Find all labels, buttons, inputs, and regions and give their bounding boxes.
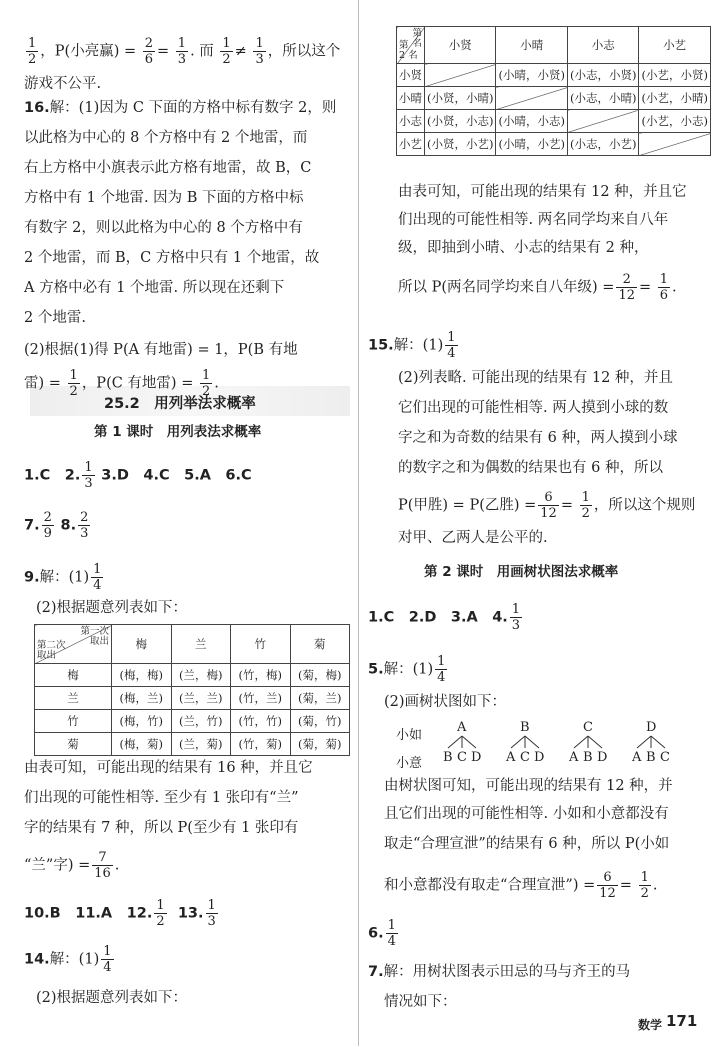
tree-label: 小如 (396, 728, 423, 743)
fraction: $\frac{1}{2}$ (156, 898, 165, 929)
fraction: $\frac{1}{2}$ (69, 368, 78, 399)
fraction: $\frac{2}{9}$ (43, 510, 52, 541)
subject-label: 数学 (638, 1018, 663, 1032)
lesson-title: 第 2 课时 用画树状图法求概率 (424, 564, 619, 580)
table-cell: (小晴，小志) (496, 110, 567, 133)
answer-6: 6. $\frac{1}{4}$ (368, 918, 396, 949)
fraction: $\frac{1}{4}$ (103, 944, 112, 975)
fraction: $\frac{1}{2}$ (581, 490, 590, 521)
section-title: 25.2 用列举法求概率 (104, 396, 256, 412)
table-row (397, 110, 711, 133)
column-header: 梅 (112, 625, 172, 664)
row-header: 竹 (35, 710, 112, 733)
fraction: $\frac{1}{4}$ (447, 330, 456, 361)
fraction: $\frac{1}{3}$ (511, 602, 521, 633)
table-cell: (竹，梅) (231, 664, 291, 687)
question-14: 14.解：(1) $\frac{1}{4}$ (24, 944, 112, 975)
fraction: $\frac{1}{2}$ (640, 870, 649, 901)
question-16: 16.解：(1)因为 C 下面的方格中标有数字 2，则 (24, 100, 337, 116)
text-line: (2)画树状图如下： (384, 694, 507, 710)
tree-node: A (506, 750, 516, 765)
table-plum-orchid (34, 624, 350, 756)
tree-label: 小意 (396, 756, 423, 771)
fraction: $\frac{1}{2}$ (201, 368, 211, 399)
tree-node: A (569, 750, 579, 765)
text-line: 2 个地雷. (24, 310, 86, 326)
text-line: 2 个地雷，而 B，C 方格中只有 1 个地雷，故 (24, 250, 320, 266)
table-row (35, 687, 350, 710)
table-cell: (菊，菊) (290, 733, 350, 756)
table-cell: (小志，小晴) (567, 87, 638, 110)
answers-10-13: 10.B 11.A 12. $\frac{1}{2}$ 13. $\frac{1}{3}$ (24, 898, 216, 929)
tree-node: B (520, 720, 530, 735)
answer-line: $\frac{1}{2}$ ，P(小亮赢) = $\frac{2}{6}$ = $\frac{1}{3}$ . 而 $\frac{1}{2}$ ≠ $\frac{1}{3}$ ，所以这个 (28, 36, 341, 67)
column-header: 小志 (567, 27, 638, 64)
text-line: 有数字 2，则以此格为中心的 8 个方格中有 (24, 220, 303, 236)
column-header: 菊 (290, 625, 350, 664)
table-cell (425, 64, 496, 87)
tree-node: A (632, 750, 642, 765)
text-line: 所以 P(两名同学均来自八年级) = $\frac{2}{12}$ = $\frac{1}{6}$ . (398, 272, 677, 303)
column-divider (358, 0, 359, 1046)
table-row (397, 87, 711, 110)
tree-node: C (457, 750, 467, 765)
fraction: $\frac{2}{12}$ (618, 272, 635, 303)
table-cell: (梅，兰) (112, 687, 172, 710)
table-cell: (梅，菊) (112, 733, 172, 756)
text-line: 雷) = $\frac{1}{2}$ ，P(C 有地雷) = $\frac{1}{2}$ . (24, 368, 219, 399)
tree-node: C (583, 720, 593, 735)
text-line: (2)根据(1)得 P(A 有地雷) = 1，P(B 有地 (24, 342, 298, 358)
tree-node: D (471, 750, 482, 765)
tree-diagram (396, 720, 696, 770)
table-cell: (小贤，小晴) (425, 87, 496, 110)
fraction: $\frac{2}{6}$ (144, 36, 154, 67)
text-line: 级，即抽到小晴、小志的结果有 2 种， (398, 240, 649, 256)
table-cell: (梅，竹) (112, 710, 172, 733)
text-line: (2)根据题意列表如下： (36, 990, 188, 1006)
fraction: $\frac{7}{16}$ (94, 850, 111, 881)
table-cell: (小晴，小贤) (496, 64, 567, 87)
table-corner: 第 名 第 2 名 (397, 27, 425, 64)
page-number: 171 (666, 1012, 698, 1030)
table-cell: (梅，梅) (112, 664, 172, 687)
row-header: 小艺 (397, 133, 425, 156)
fraction: $\frac{1}{3}$ (207, 898, 216, 929)
text-line: 们出现的可能性相等. 至少有 1 张印有“兰” (24, 790, 299, 806)
text-line: 游戏不公平. (24, 76, 102, 92)
tree-node: A (457, 720, 467, 735)
table-cell: (兰，兰) (171, 687, 231, 710)
answers-1-6: 1.C 2. $\frac{1}{3}$ 3.D 4.C 5.A 6.C (24, 460, 252, 491)
question-7: 7.解：用树状图表示田忌的马与齐王的马 (368, 964, 631, 980)
text-line: 它们出现的可能性相等. 两人摸到小球的数 (398, 400, 669, 416)
tree-node: B (583, 750, 593, 765)
row-header: 小晴 (397, 87, 425, 110)
answers-7-8: 7. $\frac{2}{9}$ 8. $\frac{2}{3}$ (24, 510, 89, 541)
table-cell: (竹，兰) (231, 687, 291, 710)
text-line: 以此格为中心的 8 个方格中有 2 个地雷，而 (24, 130, 308, 146)
answers-1-4: 1.C 2.D 3.A 4. $\frac{1}{3}$ (368, 602, 521, 633)
tree-node: D (597, 750, 608, 765)
table-cell: (兰，梅) (171, 664, 231, 687)
fraction: $\frac{1}{4}$ (93, 562, 102, 593)
text-line: “兰”字) = $\frac{7}{16}$ . (24, 850, 120, 881)
text-line: 由树状图可知，可能出现的结果有 12 种，并 (384, 778, 673, 794)
table-cell: (小贤，小志) (425, 110, 496, 133)
table-corner: 第一次 取出 第二次 取出 (35, 625, 112, 664)
column-header: 竹 (231, 625, 291, 664)
table-cell: (菊，竹) (290, 710, 350, 733)
text-line: 的数字之和为偶数的结果也有 6 种，所以 (398, 460, 663, 476)
table-cell (567, 110, 638, 133)
column-header: 小艺 (639, 27, 710, 64)
text-line: 方格中有 1 个地雷. 因为 B 下面的方格中标 (24, 190, 304, 206)
tree-node: B (646, 750, 656, 765)
fraction: $\frac{6}{12}$ (599, 870, 616, 901)
tree-node: C (520, 750, 530, 765)
text-line: (2)根据题意列表如下： (36, 600, 188, 616)
table-cell: (兰，竹) (171, 710, 231, 733)
text-line: A 方格中必有 1 个地雷. 所以现在还剩下 (24, 280, 285, 296)
column-header: 兰 (171, 625, 231, 664)
question-15: 15.解：(1) $\frac{1}{4}$ (368, 330, 456, 361)
row-header: 小贤 (397, 64, 425, 87)
text-line: 取走“合理宣泄”的结果有 6 种，所以 P(小如 (384, 836, 670, 852)
text-line: 右上方格中小旗表示此方格有地雷，故 B，C (24, 160, 312, 176)
table-cell (496, 87, 567, 110)
column-header: 小贤 (425, 27, 496, 64)
table-cell: (小贤，小艺) (425, 133, 496, 156)
row-header: 菊 (35, 733, 112, 756)
text-line: 和小意都没有取走“合理宣泄”) = $\frac{6}{12}$ = $\frac{1}{2}$ . (384, 870, 658, 901)
fraction: $\frac{1}{3}$ (177, 36, 187, 67)
table-cell: (菊，梅) (290, 664, 350, 687)
tree-node: D (534, 750, 545, 765)
fraction: $\frac{1}{3}$ (84, 460, 93, 491)
fraction: $\frac{2}{3}$ (80, 510, 89, 541)
row-header: 兰 (35, 687, 112, 710)
tree-node: B (443, 750, 453, 765)
table-row (35, 710, 350, 733)
text-line: 字之和为奇数的结果有 6 种，两人摸到小球 (398, 430, 678, 446)
fraction: $\frac{1}{3}$ (255, 36, 264, 67)
text-line: (2)列表略. 可能出现的结果有 12 种，并且 (398, 370, 673, 386)
fraction: $\frac{1}{2}$ (222, 36, 231, 67)
tree-node: D (646, 720, 657, 735)
text-line: 们出现的可能性相等. 两名同学均来自八年 (398, 212, 669, 228)
table-cell: (小志，小艺) (567, 133, 638, 156)
fraction: $\frac{1}{2}$ (28, 36, 37, 67)
fraction: $\frac{1}{4}$ (437, 654, 446, 685)
table-cell: (小晴，小艺) (496, 133, 567, 156)
table-row (397, 133, 711, 156)
text-line: 对甲、乙两人是公平的. (398, 530, 548, 546)
row-header: 梅 (35, 664, 112, 687)
table-cell: (小艺，小志) (639, 110, 710, 133)
lesson-title: 第 1 课时 用列表法求概率 (94, 424, 262, 440)
table-row (35, 664, 350, 687)
fraction: $\frac{1}{4}$ (387, 918, 396, 949)
table-cell: (竹，竹) (231, 710, 291, 733)
text-line: 字的结果有 7 种，所以 P(至少有 1 张印有 (24, 820, 299, 836)
tree-node: C (660, 750, 670, 765)
text-line: P(甲胜) = P(乙胜) = $\frac{6}{12}$ = $\frac{1}{2}$ ，所以这个规则 (398, 490, 696, 521)
table-cell: (兰，菊) (171, 733, 231, 756)
text-line: 情况如下： (384, 994, 457, 1010)
table-cell (639, 133, 710, 156)
table-cell: (小艺，小贤) (639, 64, 710, 87)
column-header: 小晴 (496, 27, 567, 64)
table-classmates (396, 26, 711, 156)
table-cell: (小志，小贤) (567, 64, 638, 87)
question-5: 5.解：(1) $\frac{1}{4}$ (368, 654, 446, 685)
text-line: 由表可知，可能出现的结果有 12 种，并且它 (398, 184, 687, 200)
row-header: 小志 (397, 110, 425, 133)
text-line: 且它们出现的可能性相等. 小如和小意都没有 (384, 806, 669, 822)
table-cell: (小艺，小晴) (639, 87, 710, 110)
table-cell: (菊，兰) (290, 687, 350, 710)
fraction: $\frac{6}{12}$ (540, 490, 557, 521)
fraction: $\frac{1}{6}$ (659, 272, 669, 303)
table-row (397, 64, 711, 87)
table-row (35, 733, 350, 756)
table-cell: (竹，菊) (231, 733, 291, 756)
question-9: 9.解：(1) $\frac{1}{4}$ (24, 562, 102, 593)
text-line: 由表可知，可能出现的结果有 16 种，并且它 (24, 760, 313, 776)
